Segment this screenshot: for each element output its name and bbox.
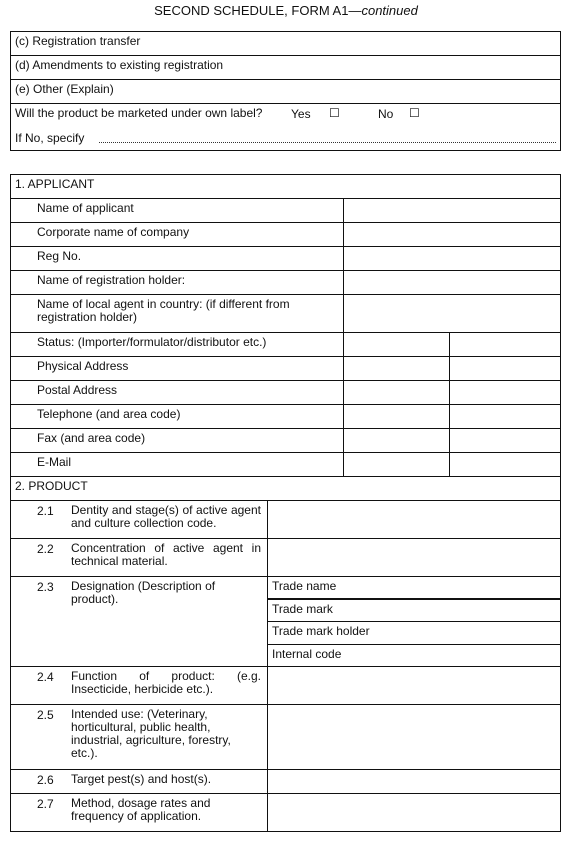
target-pest-field[interactable] [267, 770, 560, 793]
applicant-header: 1. APPLICANT [11, 175, 560, 199]
status-field-1[interactable] [343, 333, 449, 356]
fax-row: Fax (and area code) [11, 429, 560, 453]
status-row: Status: (Importer/formulator/distributor etc.) [11, 333, 560, 357]
main-form-box [10, 174, 561, 832]
option-registration-transfer: (c) Registration transfer [11, 32, 560, 56]
physical-address-field-2[interactable] [449, 357, 560, 380]
telephone-row: Telephone (and area code) [11, 405, 560, 429]
product-item-2-4: 2.4 Function of product: (e.g. Insecticide, herbicide etc.). [11, 667, 560, 705]
own-label-row [11, 104, 560, 150]
own-label-question: Will the product be marketed under own label? [15, 106, 263, 120]
designation-subfields [267, 577, 560, 666]
product-item-2-1: 2.1 Dentity and stage(s) of active agent and culture collection code. [11, 501, 560, 539]
concentration-field[interactable] [267, 539, 560, 576]
yes-checkbox[interactable]: ☐ [329, 106, 340, 120]
physical-address-field-1[interactable] [343, 357, 449, 380]
method-dosage-field[interactable] [267, 794, 560, 831]
email-field-2[interactable] [449, 453, 560, 476]
trade-mark-field[interactable]: Trade mark [268, 600, 560, 622]
reg-no-field[interactable] [343, 247, 560, 270]
local-agent-row: Name of local agent in country: (if different from registration holder) [11, 295, 560, 333]
option-other: (e) Other (Explain) [11, 80, 560, 104]
email-row: E-Mail [11, 453, 560, 477]
no-label: No [378, 107, 394, 121]
fax-field-1[interactable] [343, 429, 449, 452]
identity-stage-field[interactable] [267, 501, 560, 538]
title-main: SECOND SCHEDULE, FORM A1 [154, 3, 349, 18]
corporate-name-row: Corporate name of company [11, 223, 560, 247]
function-field[interactable] [267, 667, 560, 704]
applicant-name-row: Name of applicant [11, 199, 560, 223]
registration-holder-row: Name of registration holder: [11, 271, 560, 295]
option-amendments: (d) Amendments to existing registration [11, 56, 560, 80]
if-no-specify-line[interactable] [99, 142, 556, 143]
reg-no-row: Reg No. [11, 247, 560, 271]
status-field-2[interactable] [449, 333, 560, 356]
physical-address-row: Physical Address [11, 357, 560, 381]
registration-type-box [10, 31, 561, 151]
postal-address-row: Postal Address [11, 381, 560, 405]
email-field-1[interactable] [343, 453, 449, 476]
product-item-2-2: 2.2 Concentration of active agent in technical material. [11, 539, 560, 577]
page-title: SECOND SCHEDULE, FORM A1—continued [154, 3, 418, 18]
product-item-2-5: 2.5 Intended use: (Veterinary, horticultural, public health, industrial, agriculture, forestry, etc.). [11, 705, 560, 770]
trade-name-field[interactable]: Trade name [268, 577, 560, 600]
corporate-name-field[interactable] [343, 223, 560, 246]
product-item-2-7: 2.7 Method, dosage rates and frequency of application. [11, 794, 560, 831]
internal-code-field[interactable]: Internal code [272, 647, 342, 661]
telephone-field-2[interactable] [449, 405, 560, 428]
product-header: 2. PRODUCT [11, 477, 560, 501]
telephone-field-1[interactable] [343, 405, 449, 428]
product-item-2-6: 2.6 Target pest(s) and host(s). [11, 770, 560, 794]
title-continued: continued [361, 3, 418, 18]
registration-holder-field[interactable] [343, 271, 560, 294]
product-item-2-3: 2.3 Designation (Description of product). Trade name Trade mark Trade mark holder Internal code [11, 577, 560, 667]
trade-mark-holder-field[interactable]: Trade mark holder [268, 622, 560, 645]
postal-address-field-1[interactable] [343, 381, 449, 404]
intended-use-field[interactable] [267, 705, 560, 769]
applicant-name-field[interactable] [343, 199, 560, 222]
no-checkbox[interactable]: ☐ [409, 106, 420, 120]
yes-label: Yes [291, 107, 311, 121]
postal-address-field-2[interactable] [449, 381, 560, 404]
if-no-label: If No, specify [15, 131, 85, 145]
fax-field-2[interactable] [449, 429, 560, 452]
local-agent-field[interactable] [343, 295, 560, 332]
